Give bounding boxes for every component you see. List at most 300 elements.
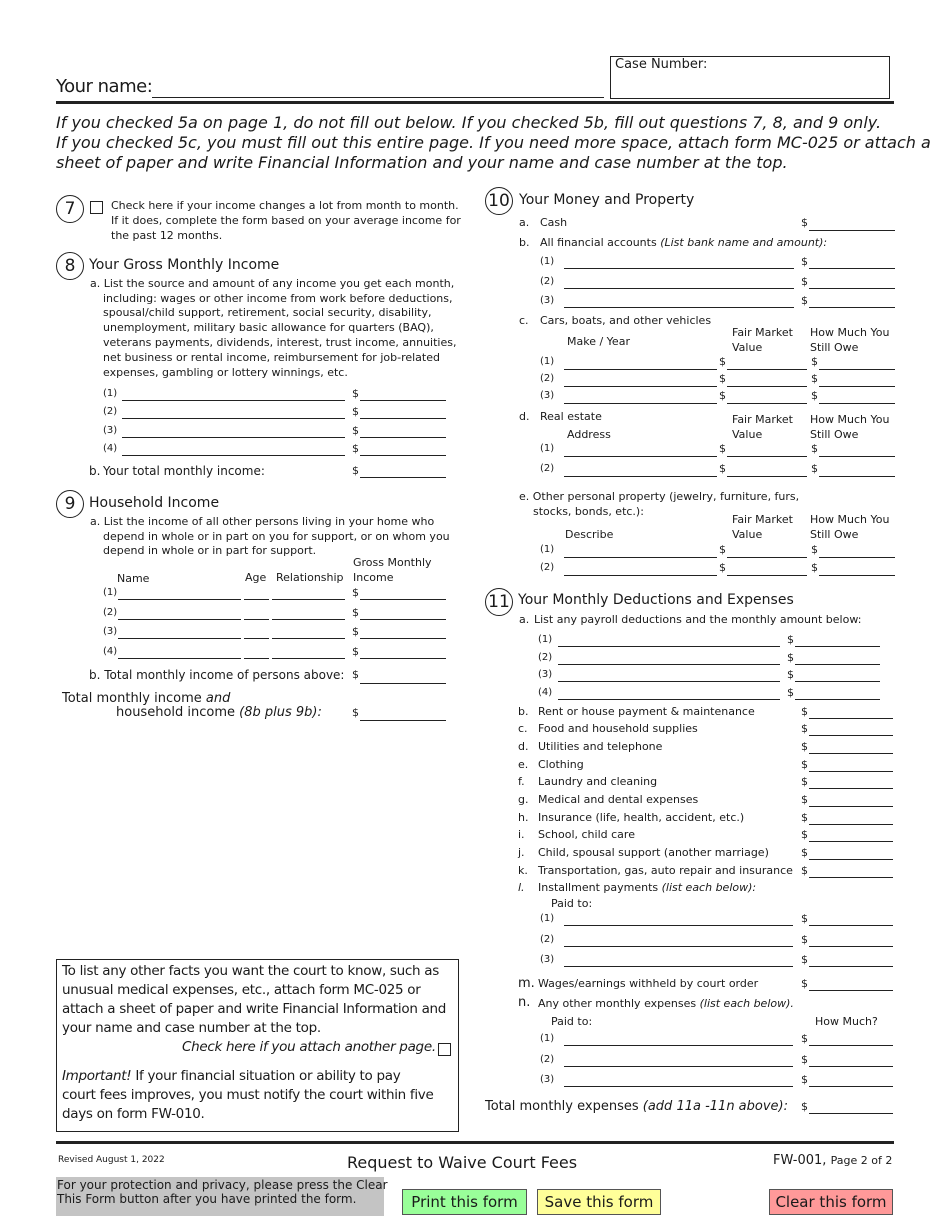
col-make-year: Make / Year	[567, 335, 630, 348]
property-field[interactable]	[564, 557, 717, 558]
q9-total-field[interactable]	[360, 683, 446, 684]
q8-row-amount[interactable]	[360, 455, 446, 456]
expense-letter: c.	[518, 722, 528, 735]
other-expense-amount-field[interactable]	[809, 1086, 893, 1087]
case-number-field[interactable]	[610, 56, 890, 99]
q9-row-num: (2)	[103, 607, 118, 618]
real-estate-field[interactable]	[564, 456, 717, 457]
dollar-sign: $	[352, 706, 359, 719]
q8-row-num: (4)	[103, 443, 118, 454]
real-estate-value-field[interactable]	[727, 456, 807, 457]
account-amount-field[interactable]	[809, 288, 895, 289]
expense-field[interactable]	[809, 735, 893, 736]
total-income-line-2	[116, 705, 322, 720]
q11-row-num: (4)	[538, 687, 553, 698]
expense-field[interactable]	[809, 806, 893, 807]
note-line: court fees improves, you must notify the court within five	[62, 1087, 434, 1103]
q9-title: Household Income	[89, 495, 220, 511]
q10-row-num: (2)	[540, 276, 555, 287]
q9-relationship-field[interactable]	[272, 638, 345, 639]
q8-a-3: spousal/child support, retirement, social security, disability,	[103, 306, 432, 319]
dollar-sign: $	[719, 389, 726, 402]
intro-line-3: sheet of paper and write Financial Information and your name and case number at the top.	[56, 153, 788, 172]
expense-letter: j.	[518, 846, 525, 859]
expense-letter: l.	[518, 881, 525, 894]
other-expense-payee-field[interactable]	[564, 1045, 793, 1046]
expense-field[interactable]	[809, 753, 893, 754]
privacy-notice	[56, 1177, 388, 1216]
dollar-sign: $	[719, 372, 726, 385]
vehicle-field[interactable]	[564, 403, 717, 404]
dollar-sign: $	[787, 651, 794, 664]
col-owe-1: How Much You	[810, 513, 890, 526]
vehicle-owe-field[interactable]	[819, 369, 895, 370]
col-owe-2: Still Owe	[810, 341, 859, 354]
expense-field[interactable]	[809, 824, 893, 825]
q10-b-italic: (List bank name and amount):	[660, 236, 828, 249]
real-estate-owe-field[interactable]	[819, 476, 895, 477]
q10-b-letter: b.	[519, 236, 530, 249]
total-expenses-formula: (add 11a -11n above):	[642, 1099, 788, 1114]
q8-a-7: expenses, gambling or lottery winnings, etc.	[103, 366, 348, 379]
other-expense-amount-field[interactable]	[809, 1045, 893, 1046]
dollar-sign: $	[352, 424, 359, 437]
dollar-sign: $	[801, 275, 808, 288]
q10-d-label: Real estate	[540, 410, 602, 423]
dollar-sign: $	[801, 793, 808, 806]
total-income-text-2: household income	[116, 705, 236, 720]
q11-title: Your Monthly Deductions and Expenses	[518, 592, 794, 608]
dollar-sign: $	[801, 216, 808, 229]
note-line: attach a sheet of paper and write Financial Information and	[62, 1001, 447, 1017]
dollar-sign: $	[801, 294, 808, 307]
expense-letter: e.	[518, 758, 529, 771]
expense-field[interactable]	[809, 859, 893, 860]
expense-letter: b.	[518, 705, 529, 718]
q9-row-num: (4)	[103, 646, 118, 657]
total-income-and: and	[205, 691, 231, 706]
dollar-sign: $	[352, 645, 359, 658]
vehicle-value-field[interactable]	[727, 386, 807, 387]
dollar-sign: $	[811, 561, 818, 574]
payroll-deduction-field[interactable]	[558, 699, 780, 700]
form-id: FW-001,	[773, 1153, 827, 1168]
vehicle-value-field[interactable]	[727, 369, 807, 370]
dollar-sign: $	[801, 912, 808, 925]
q10-a-label: Cash	[540, 216, 568, 229]
q9-age-field[interactable]	[244, 599, 269, 600]
dollar-sign: $	[801, 255, 808, 268]
q9-col-name: Name	[117, 572, 150, 585]
total-expenses-label	[485, 1099, 788, 1114]
vehicle-field[interactable]	[564, 386, 717, 387]
q9-income-field[interactable]	[360, 619, 446, 620]
q11-row-num: (1)	[540, 1033, 555, 1044]
q10-row-num: (2)	[540, 373, 555, 384]
q8-total-field[interactable]	[360, 477, 446, 478]
q9-col-age: Age	[245, 571, 267, 584]
form-number	[773, 1153, 892, 1168]
expense-label: Clothing	[538, 758, 584, 771]
save-form-button[interactable]: Save this form	[537, 1189, 661, 1215]
dollar-sign: $	[801, 722, 808, 735]
expense-letter: i.	[518, 828, 525, 841]
col-fmv-1: Fair Market	[732, 513, 793, 526]
q11-row-num: (2)	[540, 934, 555, 945]
intro-line-1: If you checked 5a on page 1, do not fill out below. If you checked 5b, fill out questions 7, 8, and 9 only.	[56, 113, 882, 132]
col-fmv-2: Value	[732, 428, 763, 441]
total-expenses-field[interactable]	[809, 1113, 893, 1114]
wages-withheld-field[interactable]	[809, 990, 893, 991]
col-owe-2: Still Owe	[810, 428, 859, 441]
col-owe-1: How Much You	[810, 326, 890, 339]
dollar-sign: $	[787, 633, 794, 646]
real-estate-field[interactable]	[564, 476, 717, 477]
q7-text-2: If it does, complete the form based on your average income for	[111, 214, 461, 227]
vehicle-owe-field[interactable]	[819, 386, 895, 387]
installment-amount-field[interactable]	[809, 925, 893, 926]
other-expenses-italic: (list each below).	[699, 997, 794, 1010]
col-fmv-1: Fair Market	[732, 326, 793, 339]
total-income-formula: (8b plus 9b):	[239, 705, 322, 720]
q10-d-letter: d.	[519, 410, 530, 423]
account-name-field[interactable]	[564, 288, 794, 289]
important-label: Important!	[62, 1068, 132, 1084]
q8-b-label: Your total monthly income:	[103, 464, 265, 478]
expense-field[interactable]	[809, 718, 893, 719]
other-expense-amount-field[interactable]	[809, 1066, 893, 1067]
q9-age-field[interactable]	[244, 638, 269, 639]
account-name-field[interactable]	[564, 307, 794, 308]
q8-a-1: a. List the source and amount of any income you get each month,	[90, 277, 455, 290]
q7-checkbox[interactable]	[90, 201, 103, 214]
dollar-sign: $	[801, 811, 808, 824]
q9-col-relationship: Relationship	[276, 571, 344, 584]
q11-row-num: (3)	[538, 669, 553, 680]
q8-row-amount[interactable]	[360, 400, 446, 401]
property-owe-field[interactable]	[819, 575, 895, 576]
page-number: Page 2 of 2	[830, 1154, 893, 1167]
note-line: unusual medical expenses, etc., attach form MC-025 or	[62, 982, 421, 998]
q10-row-num: (1)	[540, 356, 555, 367]
q9-name-field[interactable]	[118, 599, 241, 600]
header-rule	[56, 101, 894, 104]
payroll-amount-field[interactable]	[795, 699, 880, 700]
note-line: your name and case number at the top.	[62, 1020, 321, 1036]
expense-field[interactable]	[809, 877, 893, 878]
dollar-sign: $	[801, 1053, 808, 1066]
cash-field[interactable]	[809, 230, 895, 231]
expense-label: Insurance (life, health, accident, etc.)	[538, 811, 745, 824]
paid-to-label: Paid to:	[551, 1015, 593, 1028]
your-name-field[interactable]	[152, 97, 604, 98]
installment-payee-field[interactable]	[564, 925, 793, 926]
dollar-sign: $	[801, 933, 808, 946]
dollar-sign: $	[801, 1073, 808, 1086]
dollar-sign: $	[811, 442, 818, 455]
q9-name-field[interactable]	[118, 658, 241, 659]
col-fmv-2: Value	[732, 341, 763, 354]
note-line: To list any other facts you want the court to know, such as	[62, 963, 439, 979]
q9-a-2: depend in whole or in part on you for support, or on whom you	[103, 530, 450, 543]
expense-letter: d.	[518, 740, 529, 753]
total-income-line-1	[62, 691, 230, 706]
intro-line-2: If you checked 5c, you must fill out this entire page. If you need more space, attach form MC-025 or attach a	[56, 133, 931, 152]
dollar-sign: $	[801, 864, 808, 877]
dollar-sign: $	[801, 953, 808, 966]
q10-row-num: (1)	[540, 256, 555, 267]
wages-withheld-label: Wages/earnings withheld by court order	[538, 977, 759, 990]
q9-income-field[interactable]	[360, 599, 446, 600]
q8-row-num: (3)	[103, 425, 118, 436]
q8-title: Your Gross Monthly Income	[89, 257, 280, 273]
dollar-sign: $	[787, 668, 794, 681]
col-address: Address	[567, 428, 611, 441]
expense-label: Laundry and cleaning	[538, 775, 658, 788]
installment-label	[538, 881, 756, 894]
dollar-sign: $	[352, 586, 359, 599]
q11-row-num: (2)	[538, 652, 553, 663]
expense-letter: m.	[518, 976, 535, 991]
property-field[interactable]	[564, 575, 717, 576]
payroll-amount-field[interactable]	[795, 646, 880, 647]
col-fmv-1: Fair Market	[732, 413, 793, 426]
property-owe-field[interactable]	[819, 557, 895, 558]
case-number-label: Case Number:	[615, 57, 708, 72]
expense-letter: f.	[518, 775, 525, 788]
q8-row-amount[interactable]	[360, 437, 446, 438]
note-line: days on form FW-010.	[62, 1106, 205, 1122]
installment-amount-field[interactable]	[809, 946, 893, 947]
attach-page-checkbox[interactable]	[438, 1043, 451, 1056]
real-estate-owe-field[interactable]	[819, 456, 895, 457]
q11-a-label: List any payroll deductions and the monthly amount below:	[534, 613, 862, 626]
expense-letter: n.	[518, 995, 531, 1010]
dollar-sign: $	[719, 442, 726, 455]
q9-income-field[interactable]	[360, 638, 446, 639]
q11-row-num: (1)	[540, 913, 555, 924]
expense-letter: g.	[518, 793, 529, 806]
q9-a-1: a. List the income of all other persons living in your home who	[90, 515, 435, 528]
expense-field[interactable]	[809, 841, 893, 842]
q9-number: 9	[56, 490, 84, 518]
q11-row-num: (1)	[538, 634, 553, 645]
q9-relationship-field[interactable]	[272, 619, 345, 620]
expense-field[interactable]	[809, 771, 893, 772]
privacy-line: For your protection and privacy, please press the Clear	[57, 1178, 388, 1192]
footer-rule	[56, 1141, 894, 1144]
q11-row-num: (2)	[540, 1054, 555, 1065]
dollar-sign: $	[801, 1100, 808, 1113]
dollar-sign: $	[719, 355, 726, 368]
dollar-sign: $	[719, 462, 726, 475]
other-expenses-text: Any other monthly expenses	[538, 997, 697, 1010]
your-name-label: Your name:	[56, 76, 153, 97]
installment-text: Installment payments	[538, 881, 659, 894]
account-name-field[interactable]	[564, 268, 794, 269]
expense-label: Utilities and telephone	[538, 740, 663, 753]
q8-row-num: (1)	[103, 388, 118, 399]
dollar-sign: $	[811, 462, 818, 475]
expense-label: Food and household supplies	[538, 722, 698, 735]
how-much-label: How Much?	[815, 1015, 878, 1028]
dollar-sign: $	[811, 372, 818, 385]
real-estate-value-field[interactable]	[727, 476, 807, 477]
q9-name-field[interactable]	[118, 638, 241, 639]
q7-text-1: Check here if your income changes a lot from month to month.	[111, 199, 459, 212]
q8-row-num: (2)	[103, 406, 118, 417]
dollar-sign: $	[352, 442, 359, 455]
col-fmv-2: Value	[732, 528, 763, 541]
q9-age-field[interactable]	[244, 619, 269, 620]
q11-row-num: (3)	[540, 1074, 555, 1085]
q9-name-field[interactable]	[118, 619, 241, 620]
other-expense-payee-field[interactable]	[564, 1066, 793, 1067]
q10-e-1: e. Other personal property (jewelry, furniture, furs,	[519, 490, 800, 503]
dollar-sign: $	[352, 625, 359, 638]
print-form-button[interactable]: Print this form	[402, 1189, 527, 1215]
total-expenses-text: Total monthly expenses	[485, 1099, 639, 1114]
q10-c-label: Cars, boats, and other vehicles	[540, 314, 712, 327]
q10-b-label	[540, 236, 827, 249]
q8-row-source[interactable]	[122, 455, 345, 456]
q10-row-num: (3)	[540, 390, 555, 401]
col-describe: Describe	[565, 528, 614, 541]
expense-field[interactable]	[809, 788, 893, 789]
other-expense-payee-field[interactable]	[564, 1086, 793, 1087]
payroll-deduction-field[interactable]	[558, 646, 780, 647]
q11-number: 11	[485, 588, 513, 616]
q10-row-num: (2)	[540, 562, 555, 573]
expense-letter: h.	[518, 811, 529, 824]
vehicle-owe-field[interactable]	[819, 403, 895, 404]
q10-e-2: stocks, bonds, etc.):	[533, 505, 644, 518]
col-owe-1: How Much You	[810, 413, 890, 426]
installment-italic: (list each below):	[661, 881, 757, 894]
q11-a-letter: a.	[519, 613, 530, 626]
installment-amount-field[interactable]	[809, 966, 893, 967]
q8-row-source[interactable]	[122, 437, 345, 438]
q7-text-3: the past 12 months.	[111, 229, 223, 242]
privacy-line: This Form button after you have printed the form.	[57, 1192, 357, 1206]
q10-c-letter: c.	[519, 314, 529, 327]
expense-label: Child, spousal support (another marriage)	[538, 846, 769, 859]
other-expenses-label	[538, 997, 794, 1010]
dollar-sign: $	[352, 387, 359, 400]
dollar-sign: $	[801, 740, 808, 753]
property-value-field[interactable]	[727, 557, 807, 558]
payroll-deduction-field[interactable]	[558, 664, 780, 665]
dollar-sign: $	[801, 758, 808, 771]
account-amount-field[interactable]	[809, 307, 895, 308]
expense-letter: k.	[518, 864, 528, 877]
q8-row-amount[interactable]	[360, 418, 446, 419]
dollar-sign: $	[787, 686, 794, 699]
additional-info-box	[56, 959, 459, 1132]
account-amount-field[interactable]	[809, 268, 895, 269]
q8-a-4: unemployment, military basic allowance for quarters (BAQ),	[103, 321, 434, 334]
vehicle-value-field[interactable]	[727, 403, 807, 404]
installment-payee-field[interactable]	[564, 946, 793, 947]
q10-row-num: (1)	[540, 443, 555, 454]
q10-number: 10	[485, 187, 513, 215]
installment-payee-field[interactable]	[564, 966, 793, 967]
dollar-sign: $	[352, 668, 359, 681]
dollar-sign: $	[719, 543, 726, 556]
payroll-amount-field[interactable]	[795, 681, 880, 682]
q8-row-source[interactable]	[122, 400, 345, 401]
dollar-sign: $	[811, 389, 818, 402]
q7-number: 7	[56, 195, 84, 223]
q10-row-num: (1)	[540, 544, 555, 555]
q8-a-5: veterans payments, dividends, interest, trust income, annuities,	[103, 336, 457, 349]
note-check-label: Check here if you attach another page.	[182, 1039, 436, 1055]
property-value-field[interactable]	[727, 575, 807, 576]
payroll-amount-field[interactable]	[795, 664, 880, 665]
q9-row-num: (3)	[103, 626, 118, 637]
dollar-sign: $	[719, 561, 726, 574]
expense-label: Transportation, gas, auto repair and insurance	[538, 864, 793, 877]
q8-a-2: including: wages or other income from work before deductions,	[103, 292, 453, 305]
dollar-sign: $	[801, 775, 808, 788]
expense-label: Medical and dental expenses	[538, 793, 699, 806]
dollar-sign: $	[801, 846, 808, 859]
dollar-sign: $	[801, 977, 808, 990]
dollar-sign: $	[811, 543, 818, 556]
q10-row-num: (3)	[540, 295, 555, 306]
q9-age-field[interactable]	[244, 658, 269, 659]
note-important	[62, 1068, 400, 1084]
dollar-sign: $	[352, 606, 359, 619]
col-owe-2: Still Owe	[810, 528, 859, 541]
dollar-sign: $	[811, 355, 818, 368]
q8-number: 8	[56, 252, 84, 280]
dollar-sign: $	[801, 1032, 808, 1045]
important-text: If your financial situation or ability to pay	[135, 1068, 401, 1084]
q10-row-num: (2)	[540, 463, 555, 474]
dollar-sign: $	[352, 405, 359, 418]
total-income-text: Total monthly income	[62, 691, 202, 706]
expense-label: Rent or house payment & maintenance	[538, 705, 755, 718]
q9-col-gross-2: Income	[353, 571, 394, 584]
payroll-deduction-field[interactable]	[558, 681, 780, 682]
q10-b-text: All financial accounts	[540, 236, 657, 249]
q9-b-label: b. Total monthly income of persons above:	[89, 668, 345, 682]
form-title: Request to Waive Court Fees	[347, 1153, 578, 1172]
q9-income-field[interactable]	[360, 658, 446, 659]
q9-row-num: (1)	[103, 587, 118, 598]
q10-a-letter: a.	[519, 216, 530, 229]
q8-a-6: net business or rental income, reimbursement for job-related	[103, 351, 440, 364]
q9-col-gross-1: Gross Monthly	[353, 556, 432, 569]
paid-to-label: Paid to:	[551, 897, 593, 910]
expense-label: School, child care	[538, 828, 635, 841]
q8-row-source[interactable]	[122, 418, 345, 419]
vehicle-field[interactable]	[564, 369, 717, 370]
dollar-sign: $	[801, 705, 808, 718]
dollar-sign: $	[801, 828, 808, 841]
revised-date: Revised August 1, 2022	[58, 1155, 165, 1165]
q9-a-3: depend in whole or in part for support.	[103, 544, 317, 557]
total-household-income-field[interactable]	[360, 720, 446, 721]
q11-row-num: (3)	[540, 954, 555, 965]
q8-b-letter: b.	[89, 464, 101, 478]
q9-relationship-field[interactable]	[272, 599, 345, 600]
dollar-sign: $	[352, 464, 359, 477]
q10-title: Your Money and Property	[519, 192, 695, 208]
clear-form-button[interactable]: Clear this form	[769, 1189, 893, 1215]
q9-relationship-field[interactable]	[272, 658, 345, 659]
